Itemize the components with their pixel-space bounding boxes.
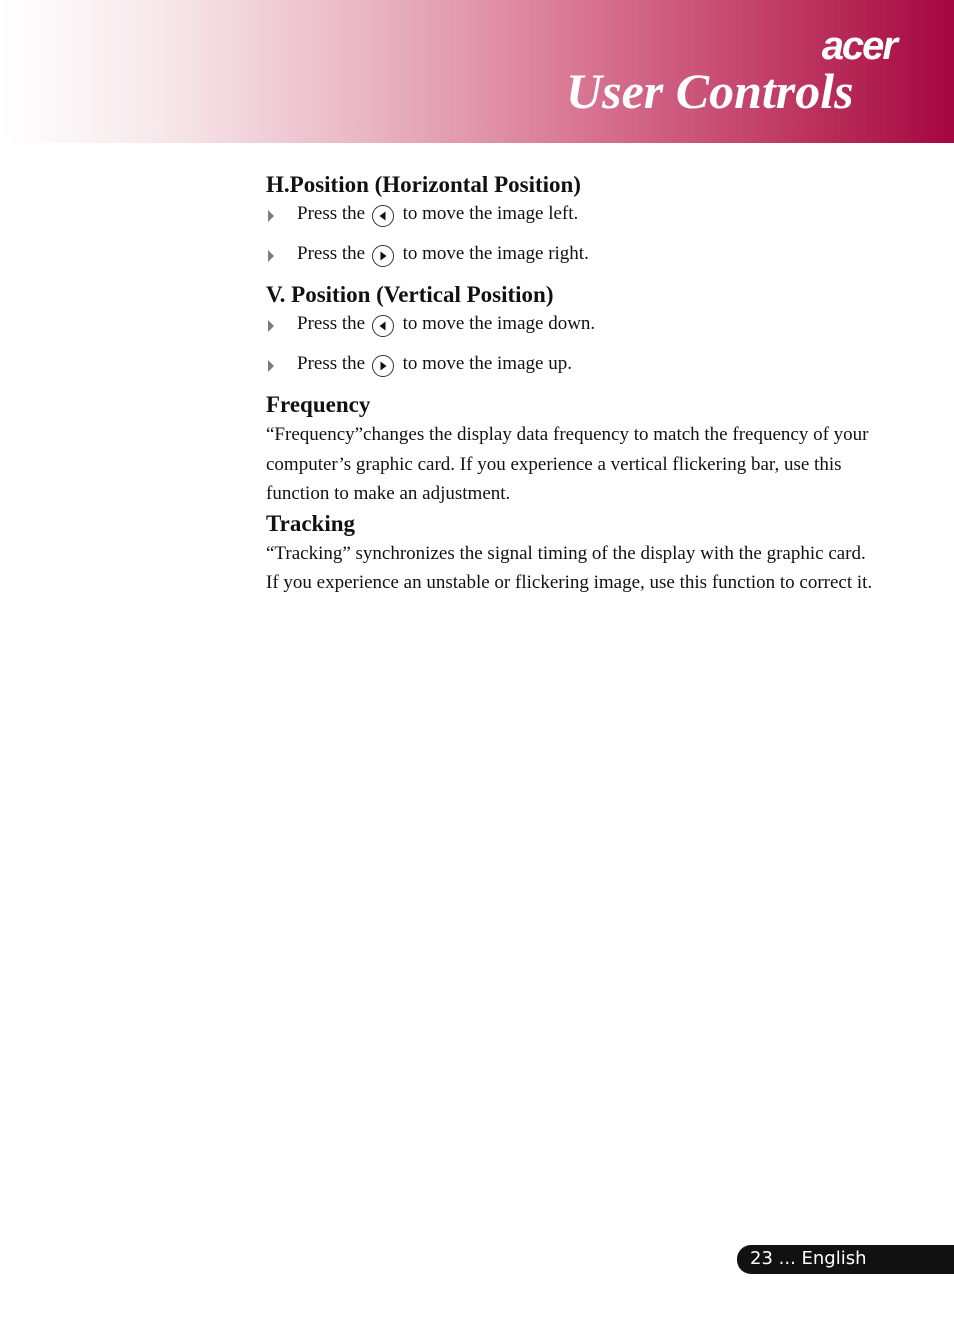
- header-banner: [0, 0, 954, 143]
- bullet-text-suffix: to move the image down.: [402, 313, 596, 334]
- bullet-text-prefix: Press the: [297, 203, 366, 224]
- right-arrow-button-icon: [372, 245, 394, 267]
- bullet-text-prefix: Press the: [297, 313, 366, 334]
- page-title: User Controls: [566, 63, 854, 119]
- bullet-text-suffix: to move the image up.: [402, 353, 572, 374]
- bullet-text-prefix: Press the: [297, 353, 366, 374]
- main-content: [266, 170, 886, 598]
- list-item: [266, 350, 886, 390]
- right-arrow-button-icon: [372, 355, 394, 377]
- bullet-text-suffix: to move the image left.: [402, 203, 579, 224]
- bullet-text-suffix: to move the image right.: [402, 243, 589, 264]
- heading-h-position: H.Position (Horizontal Position): [266, 172, 581, 197]
- bullet-text-prefix: Press the: [297, 243, 366, 264]
- heading-frequency: Frequency: [266, 392, 371, 417]
- heading-tracking: Tracking: [266, 510, 356, 536]
- list-item: [266, 200, 886, 240]
- tracking-description: “Tracking” synchronizes the signal timing of the display with the graphic card. If you experience an unstable or flickering image, use this function to correct it.: [266, 542, 873, 593]
- list-item: [266, 240, 886, 280]
- page-number: 23 ... English: [750, 1248, 867, 1269]
- bullet-arrow-icon: [268, 320, 274, 332]
- heading-v-position: V. Position (Vertical Position): [266, 282, 554, 307]
- left-arrow-button-icon: [372, 315, 394, 337]
- bullet-arrow-icon: [268, 250, 274, 262]
- page-number-tab: [737, 1245, 954, 1274]
- frequency-description: “Frequency”changes the display data frequency to match the frequency of your computer’s graphic card. If you experience a vertical flickering bar, use this function to make an adjustment.: [266, 424, 869, 504]
- list-item: [266, 310, 886, 350]
- acer-logo: acer: [821, 24, 896, 68]
- bullet-arrow-icon: [268, 210, 274, 222]
- left-arrow-button-icon: [372, 205, 394, 227]
- bullet-arrow-icon: [268, 360, 274, 372]
